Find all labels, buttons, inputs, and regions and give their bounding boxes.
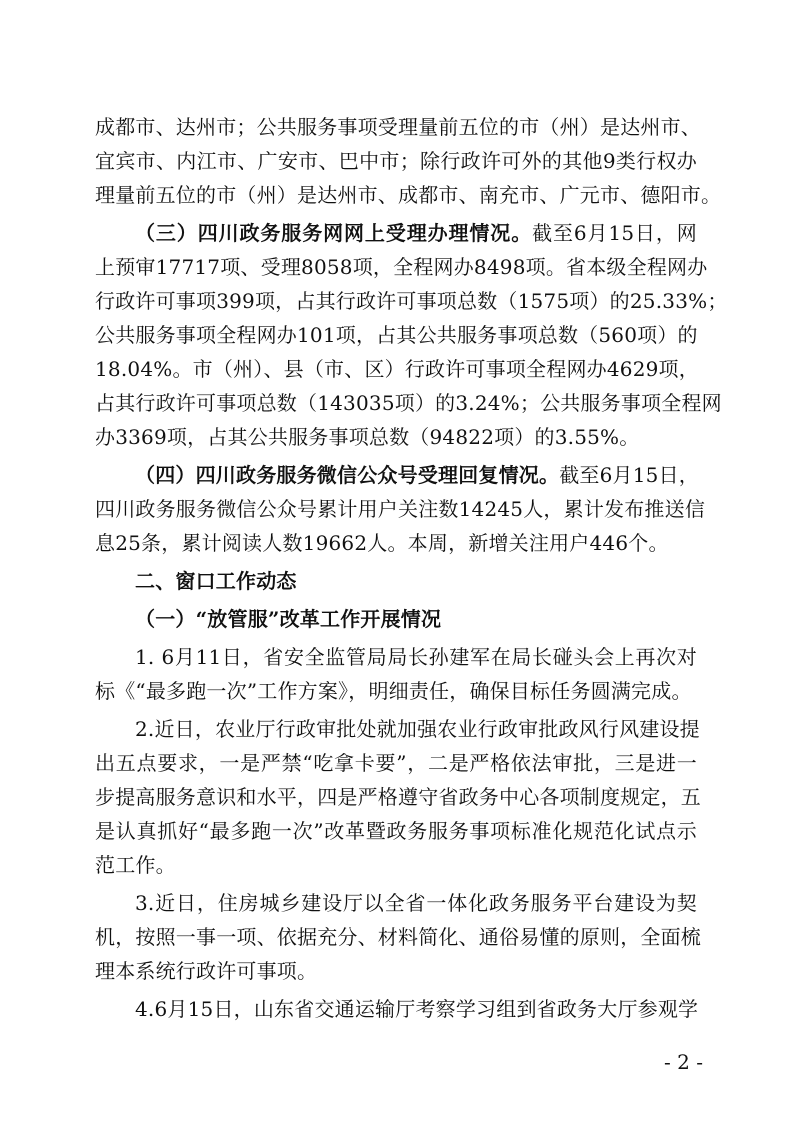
text-line: 占其行政许可事项总数（143035项）的3.24%；公共服务事项全程网 (95, 391, 722, 415)
text-line: 息25条，累计阅读人数19662人。本周，新增关注用户446个。 (95, 531, 669, 555)
text-line: 是认真抓好“最多跑一次”改革暨政务服务事项标准化规范化试点示 (95, 819, 697, 843)
section-lead-bold: （三）四川政务服务网网上受理办理情况。 (135, 221, 533, 245)
text-line: 18.04%。市（州）、县（市、区）行政许可事项全程网办4629项， (95, 357, 699, 381)
text-line: 出五点要求，一是严禁“吃拿卡要”，二是严格依法审批，三是进一 (95, 751, 697, 775)
paragraph-lead-line (95, 216, 697, 250)
text-line: 理本系统行政许可事项。 (95, 959, 318, 983)
page-number: - 2 - (664, 1050, 703, 1074)
text-line: 理量前五位的市（州）是达州市、成都市、南充市、广元市、德阳市。 (95, 183, 722, 207)
text-line: 成都市、达州市；公共服务事项受理量前五位的市（州）是达州市、 (95, 115, 701, 139)
text-line: 宜宾市、内江市、广安市、巴中市；除行政许可外的其他9类行权办 (95, 149, 697, 173)
text-line: 4.6月15日，山东省交通运输厅考察学习组到省政务大厅参观学 (135, 997, 699, 1021)
section-heading: 二、窗口工作动态 (135, 569, 297, 593)
text-line: 1. 6月11日，省安全监管局局长孙建军在局长碰头会上再次对 (135, 645, 697, 669)
text-line: 范工作。 (95, 853, 176, 877)
section-lead-text: 截至6月15日，网 (532, 221, 697, 245)
text-line: 公共服务事项全程网办101项，占其公共服务事项总数（560项）的 (95, 323, 698, 347)
text-line: 行政许可事项399项，占其行政许可事项总数（1575项）的25.33%； (95, 289, 728, 313)
text-line: 标《“最多跑一次”工作方案》，明细责任，确保目标任务圆满完成。 (95, 679, 692, 703)
subsection-heading: （一）“放管服”改革工作开展情况 (135, 607, 442, 631)
text-line: 上预审17717项、受理8058项，全程网办8498项。省本级全程网办 (95, 255, 708, 279)
section-lead-bold: （四）四川政务服务微信公众号受理回复情况。 (135, 463, 560, 487)
text-line: 机，按照一事一项、依据充分、材料简化、通俗易懂的原则，全面梳 (95, 925, 701, 949)
document-body (95, 110, 728, 1026)
text-line: 办3369项，占其公共服务事项总数（94822项）的3.55%。 (95, 425, 640, 449)
paragraph-lead-line (95, 458, 697, 492)
text-line: 步提高服务意识和水平，四是严格遵守省政务中心各项制度规定，五 (95, 785, 701, 809)
section-lead-text: 截至6月15日， (559, 463, 699, 487)
text-line: 3.近日，住房城乡建设厅以全省一体化政务服务平台建设为契 (135, 891, 697, 915)
text-line: 2.近日，农业厅行政审批处就加强农业行政审批政风行风建设提 (135, 717, 700, 741)
text-line: 四川政务服务微信公众号累计用户关注数14245人，累计发布推送信 (95, 497, 706, 521)
